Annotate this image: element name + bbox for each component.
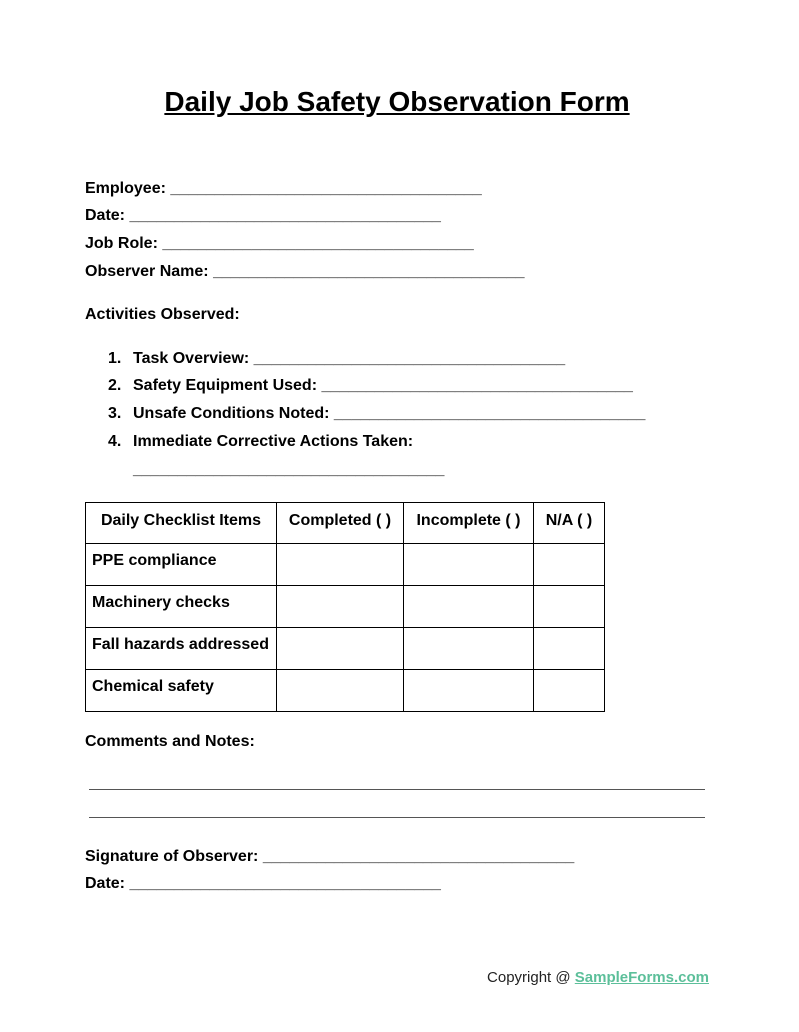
signature-blank[interactable]: ___________________________________ (262, 848, 575, 865)
signature-field[interactable] (85, 848, 574, 866)
incomplete-cell[interactable] (404, 544, 534, 586)
column-header: Completed ( ) (277, 503, 404, 544)
column-header: Daily Checklist Items (86, 503, 277, 544)
employee-blank[interactable]: ___________________________________ (170, 180, 482, 197)
signature-date-label: Date: (85, 875, 126, 892)
signature-date-blank[interactable]: ___________________________________ (129, 875, 441, 892)
job-role-blank[interactable]: ___________________________________ (162, 235, 474, 252)
activity-blank[interactable]: ___________________________________ (253, 350, 566, 367)
column-header: Incomplete ( ) (404, 503, 534, 544)
completed-cell[interactable] (277, 670, 404, 712)
completed-cell[interactable] (277, 586, 404, 628)
na-cell[interactable] (534, 628, 605, 670)
table-row (86, 670, 605, 712)
comments-line[interactable] (89, 789, 705, 790)
comments-heading: Comments and Notes: (85, 733, 255, 750)
activity-blank[interactable]: ___________________________________ (321, 377, 633, 394)
incomplete-cell[interactable] (404, 628, 534, 670)
incomplete-cell[interactable] (404, 670, 534, 712)
table-row (86, 544, 605, 586)
checklist-item-label: Fall hazards addressed (86, 628, 277, 670)
observer-name-blank[interactable]: ___________________________________ (213, 263, 525, 280)
activity-blank[interactable]: ___________________________________ (333, 405, 646, 422)
completed-cell[interactable] (277, 544, 404, 586)
column-header: N/A ( ) (534, 503, 605, 544)
checklist-item-label: Chemical safety (86, 670, 277, 712)
table-header-row (86, 503, 605, 544)
date-field[interactable] (85, 207, 441, 225)
date-blank[interactable]: ___________________________________ (129, 207, 441, 224)
activities-heading: Activities Observed: (85, 306, 240, 323)
comments-line[interactable] (89, 817, 705, 818)
activity-item-safety-equipment[interactable] (108, 377, 633, 395)
table-row (86, 586, 605, 628)
incomplete-cell[interactable] (404, 586, 534, 628)
copyright-text: Copyright @ (487, 969, 575, 986)
activity-item-task-overview[interactable] (108, 350, 565, 368)
observer-name-label: Observer Name: (85, 263, 209, 280)
list-number: 1. (108, 350, 122, 367)
checklist-item-label: PPE compliance (86, 544, 277, 586)
activity-item-corrective-actions[interactable] (108, 433, 413, 451)
date-label: Date: (85, 207, 126, 224)
na-cell[interactable] (534, 544, 605, 586)
employee-field[interactable] (85, 180, 482, 198)
form-title: Daily Job Safety Observation Form (164, 86, 630, 117)
checklist-item-label: Machinery checks (86, 586, 277, 628)
signature-date-field[interactable] (85, 875, 441, 893)
na-cell[interactable] (534, 586, 605, 628)
activity-label: Safety Equipment Used: (133, 377, 318, 394)
table-row (86, 628, 605, 670)
list-number: 2. (108, 377, 122, 394)
activity-label: Task Overview: (133, 350, 250, 367)
activity-label: Immediate Corrective Actions Taken: (133, 433, 414, 450)
employee-label: Employee: (85, 180, 166, 197)
observer-name-field[interactable] (85, 263, 525, 281)
sampleforms-link[interactable]: SampleForms.com (574, 969, 709, 986)
list-number: 4. (108, 433, 122, 450)
list-number: 3. (108, 405, 122, 422)
job-role-field[interactable] (85, 235, 474, 253)
activity-item-unsafe-conditions[interactable] (108, 405, 645, 423)
copyright-footer (487, 969, 709, 986)
daily-checklist-table (85, 502, 605, 712)
corrective-actions-blank[interactable]: ___________________________________ (133, 461, 445, 478)
signature-label: Signature of Observer: (85, 848, 259, 865)
na-cell[interactable] (534, 670, 605, 712)
activity-label: Unsafe Conditions Noted: (133, 405, 330, 422)
completed-cell[interactable] (277, 628, 404, 670)
job-role-label: Job Role: (85, 235, 158, 252)
